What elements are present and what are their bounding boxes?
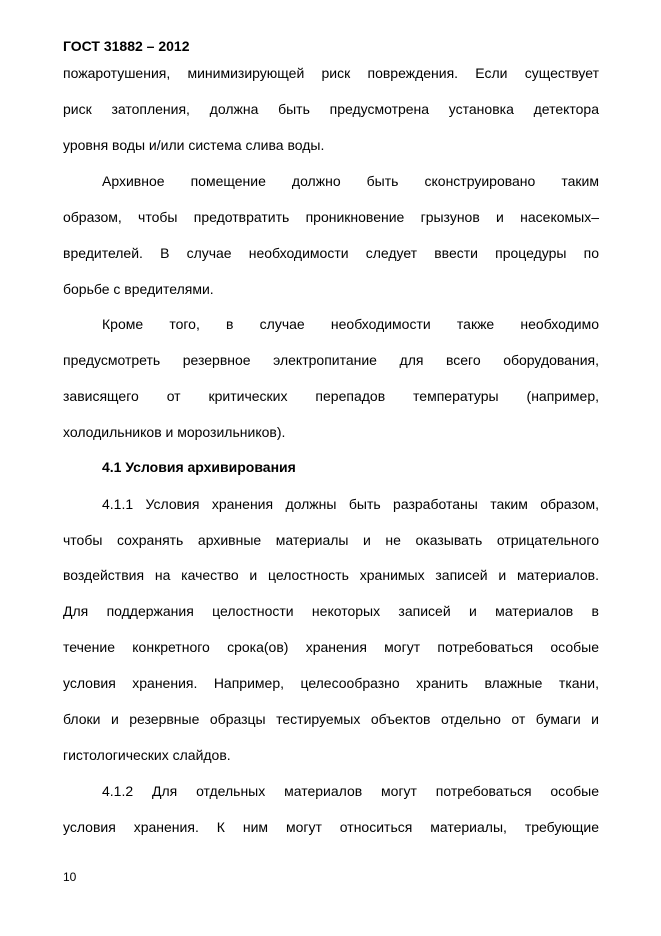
text-line: Архивное помещение должно быть сконструировано таким <box>102 173 599 189</box>
text-line: условия хранения. Например, целесообразно хранить влажные ткани, <box>63 675 599 691</box>
text-line: образом, чтобы предотвратить проникновение грызунов и насекомых– <box>63 209 599 225</box>
text-line: вредителей. В случае необходимости следует ввести процедуры по <box>63 245 599 261</box>
text-line: гистологических слайдов. <box>63 747 231 763</box>
section-heading: 4.1 Условия архивирования <box>102 459 296 475</box>
text-line: пожаротушения, минимизирующей риск повреждения. Если существует <box>63 65 599 81</box>
text-line: риск затопления, должна быть предусмотрена установка детектора <box>63 101 599 117</box>
text-line: 4.1.1 Условия хранения должны быть разработаны таким образом, <box>102 496 599 512</box>
text-line: уровня воды и/или система слива воды. <box>63 137 325 153</box>
text-line: блоки и резервные образцы тестируемых объектов отдельно от бумаги и <box>63 711 599 727</box>
text-line: холодильников и морозильников). <box>63 424 286 440</box>
text-line: чтобы сохранять архивные материалы и не оказывать отрицательного <box>63 532 599 548</box>
text-line: борьбе с вредителями. <box>63 281 214 297</box>
text-line: Для поддержания целостности некоторых записей и материалов в <box>63 603 599 619</box>
text-line: 4.1.2 Для отдельных материалов могут потребоваться особые <box>102 783 599 799</box>
text-line: течение конкретного срока(ов) хранения могут потребоваться особые <box>63 639 599 655</box>
text-line: Кроме того, в случае необходимости также необходимо <box>102 316 599 332</box>
text-line: предусмотреть резервное электропитание для всего оборудования, <box>63 352 599 368</box>
text-line: воздействия на качество и целостность хранимых записей и материалов. <box>63 567 599 583</box>
document-standard-header: ГОСТ 31882 – 2012 <box>63 38 190 54</box>
page-number: 10 <box>63 870 77 884</box>
text-line: зависящего от критических перепадов температуры (например, <box>63 388 599 404</box>
text-line: условия хранения. К ним могут относиться материалы, требующие <box>63 819 599 835</box>
